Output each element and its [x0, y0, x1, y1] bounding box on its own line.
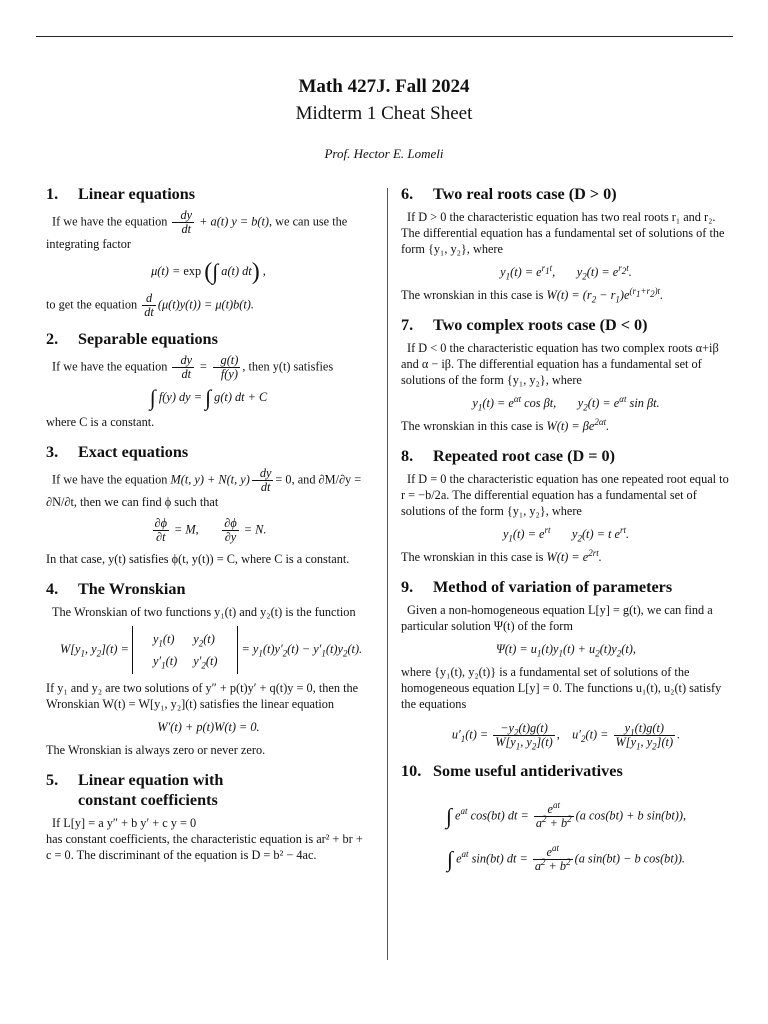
- equation-complex-roots: $y_1(t) = e^{\alpha t}$ cos βt, $y_2(t) = e^{\alpha t}$ sin βt.: [472, 393, 660, 413]
- section-heading: 4. The Wronskian: [46, 580, 186, 599]
- section-text: If D < 0 the characteristic equation has two complex roots α+iβ and α − iβ. The differential equation has a fundamental set of solutions of the form {y₁, y₂}, where: [401, 341, 719, 387]
- section-text: where {y₁(t), y₂(t)} is a fundamental set of solutions of the homogeneous equation L[y] = 0. The functions u₁(t), u₂(t) satisfy the equations: [401, 665, 722, 711]
- equation-wronskian-determinant: $W[y_1$, $y_2](t)$ = $y_1(t)$ $y_2(t)$ $y'_1(t)$ $y'_2(t)$ = $y_1(t)y'_2(t) - y'_1(t)y_2(t)$.: [46, 626, 371, 674]
- section-text: The Wronskian is always zero or never zero.: [46, 743, 266, 758]
- top-rule: [36, 36, 733, 37]
- section-text: The wronskian in this case is $W(t) = \beta e^{2\alpha t}$.: [401, 416, 610, 433]
- section-constant-coefficients: [46, 770, 371, 863]
- equation-repeated-root: $y_1(t) = e^{rt}$ $y_2(t) = t$ $e^{rt}$.: [502, 524, 630, 544]
- equation-particular-solution: $\Psi(t) = u_1(t)y_1(t) + u_2(t)y_2(t)$,: [496, 642, 636, 659]
- section-linear-equations: [46, 184, 371, 319]
- section-text: Given a non-homogeneous equation L[y] = g(t), we can find a particular solution Ψ(t) of the form: [401, 603, 713, 633]
- section-text: The wronskian in this case is $W(t) = (r_2 - r_1)e^{(r_1+r_2)t}$.: [401, 285, 664, 305]
- section-text: where C is a constant.: [46, 415, 155, 430]
- section-text: If L[y] = a y″ + b y′ + c y = 0: [52, 816, 197, 831]
- right-column: [401, 184, 731, 885]
- section-heading: 5. Linear equation with constant coefficients: [46, 771, 224, 810]
- section-two-real-roots: [401, 184, 731, 303]
- section-text: The Wronskian of two functions y₁(t) and y₂(t) is the function: [52, 605, 356, 620]
- section-heading: 10. Some useful antiderivatives: [401, 762, 623, 780]
- equation-real-roots: $y_1(t) = e^{r_1t}$, $y_2(t) = e^{r_2t}$.: [500, 262, 632, 282]
- section-wronskian: [46, 579, 371, 758]
- section-text: If D = 0 the characteristic equation has one repeated root equal to r = −b/2a. The differential equation has a fundamental set of solutions of the form {y₁, y₂}, where: [401, 472, 729, 518]
- document-author: Prof. Hector E. Lomeli: [324, 146, 444, 161]
- equation-antiderivative-cos: ∫ $e^{at}$ cos(bt) dt = $\frac{e^{at}}{a^2 + b^2}$ (a cos(bt) + b sin(bt)),: [445, 799, 687, 830]
- section-heading: 6. Two real roots case (D > 0): [401, 185, 617, 203]
- section-heading: 7. Two complex roots case (D < 0): [401, 316, 648, 334]
- left-column: [46, 184, 371, 875]
- section-text: If we have the equation M(t, y) + N(t, y) $\frac{dy}{dt}$ = 0, and ∂M/∂y = ∂N/∂t, then we can find ϕ such that: [46, 466, 362, 510]
- section-heading: 3. Exact equations: [46, 443, 189, 462]
- section-exact-equations: [46, 442, 371, 567]
- section-two-complex-roots: [401, 315, 731, 434]
- document-title: Math 427J. Fall 2024: [298, 76, 470, 97]
- section-heading: 9. Method of variation of parameters: [401, 578, 673, 596]
- equation-antiderivative-sin: ∫ $e^{at}$ sin(bt) dt = $\frac{e^{at}}{a^2 + b^2}$ (a sin(bt) − b cos(bt)).: [446, 842, 686, 873]
- equation-exact: $\frac{\partial\phi}{\partial t}$ = M, $\frac{\partial\phi}{\partial y}$ = N.: [154, 516, 267, 545]
- section-text: If D > 0 the characteristic equation has two real roots r₁ and r₂. The differential equation has a fundamental set of solutions of the form {y₁, y₂}, where: [401, 210, 725, 256]
- section-separable-equations: [46, 329, 371, 430]
- section-text: If we have the equation $\frac{dy}{dt}$ + a(t) y = b(t), we can use the integrating factor: [46, 208, 348, 251]
- section-variation-of-parameters: [401, 577, 731, 752]
- section-text: has constant coefficients, the characteristic equation is ar² + br + c = 0. The discriminant of the equation is D = b² − 4ac.: [46, 832, 363, 863]
- equation-integrating-factor: μ(t) = exp (∫ a(t) dt) ,: [151, 259, 266, 285]
- section-text: If we have the equation $\frac{dy}{dt}$ = $\frac{g(t)}{f(y)}$ , then y(t) satisfies: [52, 353, 334, 381]
- section-text: If y₁ and y₂ are two solutions of y″ + p(t)y′ + q(t)y = 0, then the Wronskian W(t) = W[y₁, y₂](t) satisfies the linear equation: [46, 681, 359, 712]
- column-divider: [387, 188, 388, 960]
- section-text: In that case, y(t) satisfies ϕ(t, y(t)) = C, where C is a constant.: [46, 552, 350, 567]
- section-text: to get the equation $\frac{d}{dt}$ (μ(t)y(t)) = μ(t)b(t).: [46, 291, 254, 319]
- section-heading: 8. Repeated root case (D = 0): [401, 447, 615, 465]
- section-text: The wronskian in this case is $W(t) = e^{2rt}$.: [401, 547, 602, 564]
- document-subtitle: Midterm 1 Cheat Sheet: [295, 103, 473, 124]
- equation-u-derivatives: $u'_1(t)$ = $\frac{-y_2(t)g(t)}{W[y_1, y_2](t)}$ , $u'_2(t)$ = $\frac{y_1(t)g(t)}{W[y_1, y_2](t)}$ .: [451, 721, 681, 752]
- section-antiderivatives: [401, 761, 731, 873]
- equation-separable: ∫ f(y) dy = ∫ g(t) dt + C: [149, 385, 268, 411]
- section-heading: 2. Separable equations: [46, 330, 218, 348]
- section-repeated-root: [401, 446, 731, 565]
- equation-abel: W′(t) + p(t)W(t) = 0.: [157, 720, 260, 735]
- section-heading: 1. Linear equations: [46, 185, 196, 203]
